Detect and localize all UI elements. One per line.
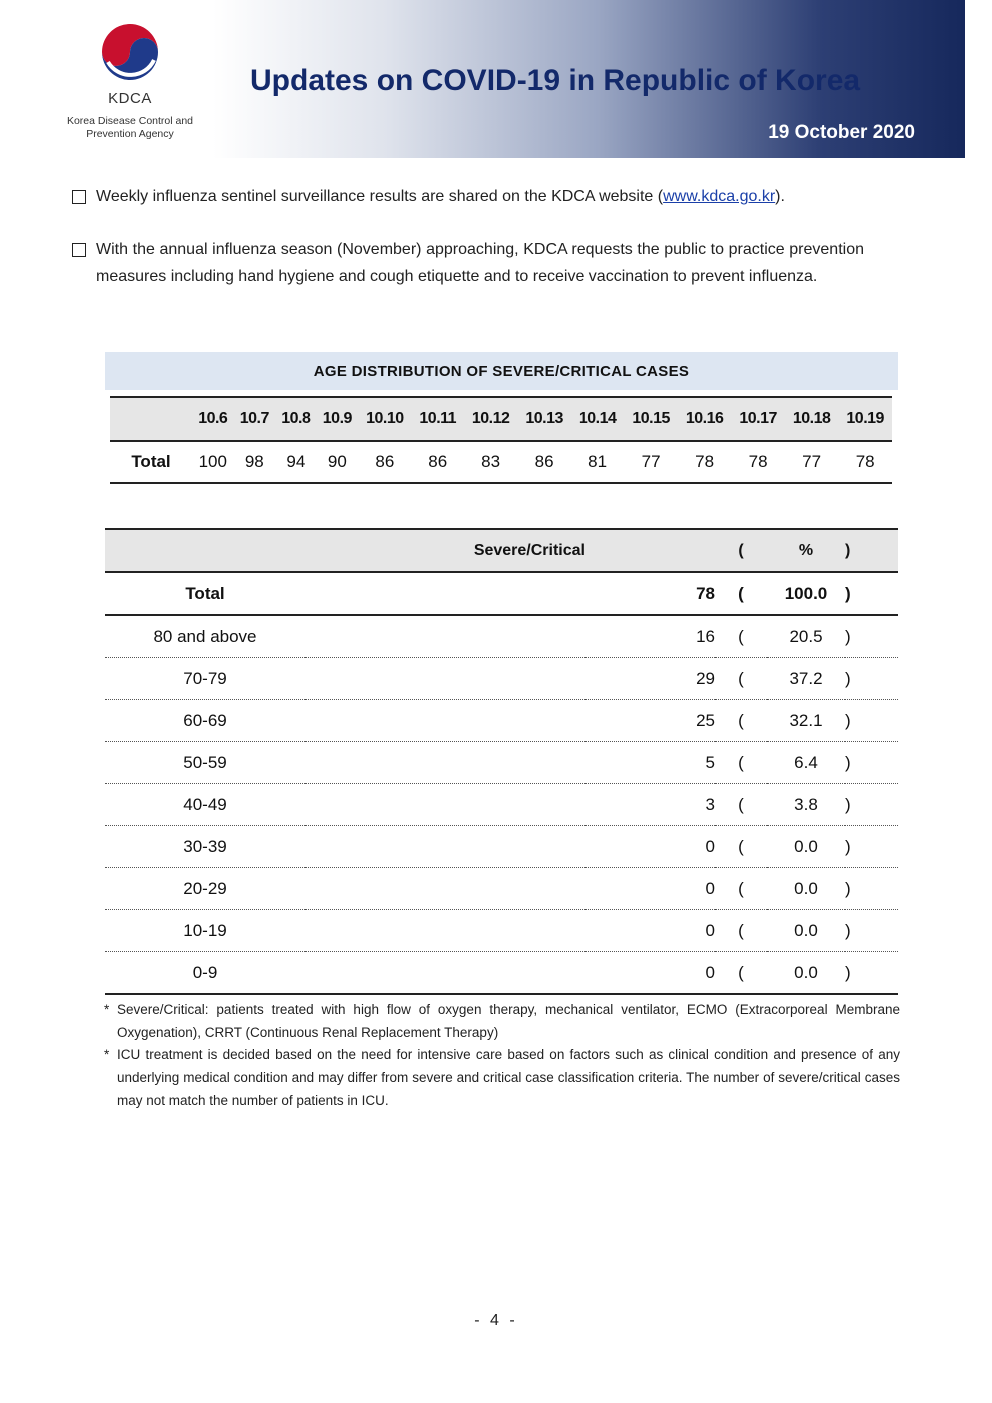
logo-name: KDCA xyxy=(108,90,152,107)
table-row xyxy=(105,615,898,658)
footnote-icu xyxy=(104,1043,900,1112)
paren-close: ) xyxy=(845,826,898,868)
percent-value: 37.2 xyxy=(767,658,845,700)
row-label: Total xyxy=(110,441,192,483)
paren-close: ) xyxy=(845,572,898,615)
bullet-text: Weekly influenza sentinel surveillance results are shared on the KDCA website (www.kdca.go.kr). xyxy=(96,188,785,205)
count-value: 25 xyxy=(585,700,715,742)
percent-value: 0.0 xyxy=(767,910,845,952)
row-label: 70-79 xyxy=(105,658,305,700)
severity-header-row xyxy=(105,529,898,572)
date-header: 10.10 xyxy=(358,397,412,441)
footnote-marker: * xyxy=(104,1047,110,1062)
row-label: 0-9 xyxy=(105,952,305,995)
daily-value: 86 xyxy=(412,441,464,483)
count-value: 16 xyxy=(585,615,715,658)
row-label: Total xyxy=(105,572,305,615)
row-label: 60-69 xyxy=(105,700,305,742)
footnote-text: ICU treatment is decided based on the need for intensive care based on factors such as clinical condition and presence of any underlying medical condition and may differ from severe and critical case classification criteria. The number of severe/critical cases may not match the number of patients in ICU. xyxy=(117,1047,900,1108)
count-value: 0 xyxy=(585,868,715,910)
kdca-website-link[interactable]: www.kdca.go.kr xyxy=(663,188,776,205)
page-number: - 4 - xyxy=(474,1312,518,1329)
table-row xyxy=(105,700,898,742)
paren-open: ( xyxy=(715,826,767,868)
date-header: 10.15 xyxy=(624,397,678,441)
count-value: 0 xyxy=(585,952,715,995)
bullet-text: With the annual influenza season (November) approaching, KDCA requests the public to practice prevention measures including hand hygiene and cough etiquette and to receive vaccination to prevent influenza. xyxy=(96,241,864,285)
footnote-severe-critical xyxy=(104,998,900,1044)
daily-value: 94 xyxy=(275,441,317,483)
checkbox-bullet-icon xyxy=(72,243,86,257)
percent-value: 3.8 xyxy=(767,784,845,826)
paren-close: ) xyxy=(845,658,898,700)
daily-value: 86 xyxy=(358,441,412,483)
paren-close: ) xyxy=(845,910,898,952)
paren-close: ) xyxy=(845,529,898,572)
paren-open: ( xyxy=(715,529,767,572)
percent-header: % xyxy=(767,529,845,572)
header-banner xyxy=(0,0,965,158)
daily-value: 77 xyxy=(785,441,839,483)
age-distribution-table xyxy=(110,396,892,484)
row-label: 40-49 xyxy=(105,784,305,826)
table-row xyxy=(105,784,898,826)
paren-close: ) xyxy=(845,615,898,658)
date-header: 10.9 xyxy=(317,397,359,441)
taegeuk-emblem-icon xyxy=(98,22,162,82)
page-title: Updates on COVID-19 in Republic of Korea xyxy=(250,64,861,97)
count-value: 29 xyxy=(585,658,715,700)
daily-value: 77 xyxy=(624,441,678,483)
severity-distribution-table xyxy=(105,528,898,995)
logo-org-line2: Prevention Agency xyxy=(86,128,174,140)
count-value: 78 xyxy=(585,572,715,615)
percent-value: 0.0 xyxy=(767,952,845,995)
percent-value: 0.0 xyxy=(767,868,845,910)
bullet-influenza-surveillance xyxy=(72,183,872,210)
daily-value: 78 xyxy=(731,441,785,483)
date-header: 10.19 xyxy=(838,397,892,441)
row-label: 80 and above xyxy=(105,615,305,658)
paren-close: ) xyxy=(845,784,898,826)
logo-org xyxy=(60,115,200,141)
paren-close: ) xyxy=(845,952,898,995)
count-value: 5 xyxy=(585,742,715,784)
daily-value: 81 xyxy=(571,441,625,483)
daily-value: 86 xyxy=(517,441,571,483)
date-header: 10.17 xyxy=(731,397,785,441)
severe-critical-header: Severe/Critical xyxy=(305,529,585,572)
date-header: 10.11 xyxy=(412,397,464,441)
paren-open: ( xyxy=(715,615,767,658)
date-header: 10.6 xyxy=(192,397,234,441)
daily-value: 90 xyxy=(317,441,359,483)
paren-close: ) xyxy=(845,700,898,742)
paren-open: ( xyxy=(715,700,767,742)
table-row xyxy=(105,868,898,910)
table-row xyxy=(105,952,898,995)
row-label: 10-19 xyxy=(105,910,305,952)
paren-open: ( xyxy=(715,784,767,826)
percent-value: 20.5 xyxy=(767,615,845,658)
count-value: 3 xyxy=(585,784,715,826)
paren-open: ( xyxy=(715,952,767,995)
date-header: 10.18 xyxy=(785,397,839,441)
percent-value: 32.1 xyxy=(767,700,845,742)
footnote-text: Severe/Critical: patients treated with high flow of oxygen therapy, mechanical ventilator, ECMO (Extracorporeal Membrane Oxygenation), CRRT (Continuous Renal Replacement Therapy) xyxy=(117,1002,900,1040)
date-header: 10.14 xyxy=(571,397,625,441)
checkbox-bullet-icon xyxy=(72,190,86,204)
age-table-total-row xyxy=(110,441,892,483)
date-header: 10.8 xyxy=(275,397,317,441)
date-header: 10.7 xyxy=(234,397,276,441)
date-header: 10.12 xyxy=(464,397,518,441)
count-value: 0 xyxy=(585,910,715,952)
row-label: 20-29 xyxy=(105,868,305,910)
logo-org-line1: Korea Disease Control and xyxy=(66,115,194,127)
paren-open: ( xyxy=(715,658,767,700)
row-label: 30-39 xyxy=(105,826,305,868)
table-row xyxy=(105,910,898,952)
paren-open: ( xyxy=(715,572,767,615)
daily-value: 78 xyxy=(678,441,732,483)
daily-value: 100 xyxy=(192,441,234,483)
table-row xyxy=(105,658,898,700)
severity-total-row xyxy=(105,572,898,615)
age-table-header-row xyxy=(110,397,892,441)
percent-value: 0.0 xyxy=(767,826,845,868)
paren-open: ( xyxy=(715,742,767,784)
date-header: 10.13 xyxy=(517,397,571,441)
count-value: 0 xyxy=(585,826,715,868)
age-table-corner xyxy=(110,397,192,441)
row-label: 50-59 xyxy=(105,742,305,784)
kdca-logo xyxy=(60,22,200,141)
footnote-marker: * xyxy=(104,1002,110,1017)
bullet-influenza-season xyxy=(72,236,864,290)
daily-value: 83 xyxy=(464,441,518,483)
daily-value: 78 xyxy=(838,441,892,483)
report-date: 19 October 2020 xyxy=(768,122,915,143)
percent-value: 6.4 xyxy=(767,742,845,784)
table-row xyxy=(105,826,898,868)
paren-open: ( xyxy=(715,868,767,910)
date-header: 10.16 xyxy=(678,397,732,441)
paren-close: ) xyxy=(845,868,898,910)
percent-value: 100.0 xyxy=(767,572,845,615)
age-table-title: AGE DISTRIBUTION OF SEVERE/CRITICAL CASES xyxy=(105,352,898,390)
paren-open: ( xyxy=(715,910,767,952)
paren-close: ) xyxy=(845,742,898,784)
table-row xyxy=(105,742,898,784)
daily-value: 98 xyxy=(234,441,276,483)
